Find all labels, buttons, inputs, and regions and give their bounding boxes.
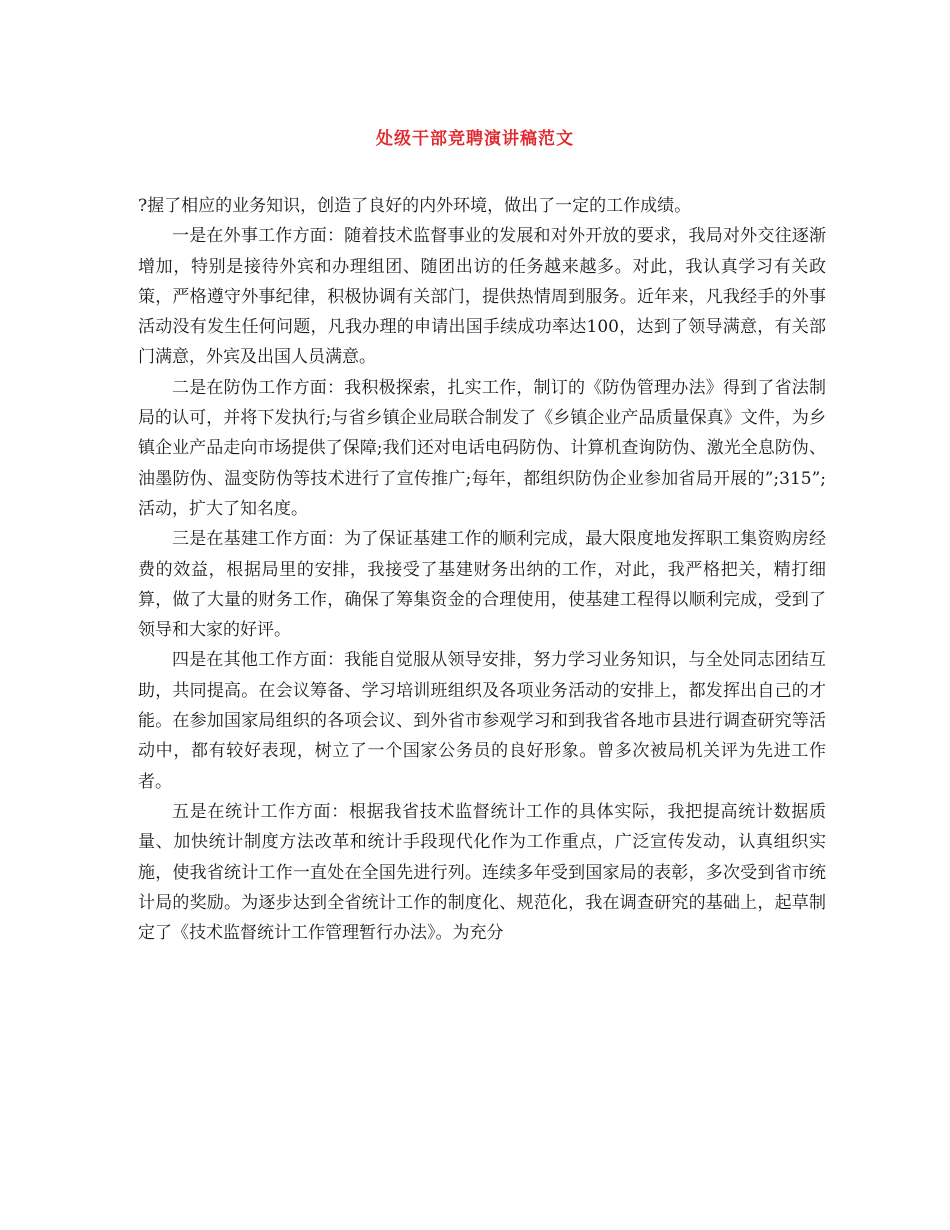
document-title: 处级干部竞聘演讲稿范文 xyxy=(376,129,574,149)
paragraph-infrastructure: 三是在基建工作方面：为了保证基建工作的顺利完成，最大限度地发挥职工集资购房经费的效益，根据局里的安排，我接受了基建财务出纳的工作，对此，我严格把关，精打细算，做了大量的财务工作，确保了筹集资金的合理使用，使基建工程得以顺利完成，受到了领导和大家的好评。 xyxy=(138,529,826,641)
paragraph-other-work: 四是在其他工作方面：我能自觉服从领导安排，努力学习业务知识，与全处同志团结互助，共同提高。在会议筹备、学习培训班组织及各项业务活动的安排上，都发挥出自己的才能。在参加国家局组织的各项会议、到外省市参观学习和到我省各地市县进行调查研究等活动中，都有较好表现，树立了一个国家公务员的良好形象。曾多次被局机关评为先进工作者。 xyxy=(138,650,826,792)
paragraph-statistics: 五是在统计工作方面：根据我省技术监督统计工作的具体实际，我把提高统计数据质量、加快统计制度方法改革和统计手段现代化作为工作重点，广泛宣传发动，认真组织实施，使我省统计工作一直处在全国先进行列。连续多年受到国家局的表彰，多次受到省市统计局的奖励。为逐步达到全省统计工作的制度化、规范化，我在调查研究的基础上，起草制定了《技术监督统计工作管理暂行办法》。为充分 xyxy=(138,801,826,944)
paragraph-anti-counterfeiting: 二是在防伪工作方面：我积极探索，扎实工作，制订的《防伪管理办法》得到了省法制局的认可，并将下发执行;与省乡镇企业局联合制发了《乡镇企业产品质量保真》文件，为乡镇企业产品走向市场提供了保障;我们还对电话电码防伪、计算机查询防伪、激光全息防伪、油墨防伪、温变防伪等技术进行了宣传推广;每年，都组织防伪企业参加省局开展的”;315”;活动，扩大了知名度。 xyxy=(138,377,826,519)
paragraph-continuation: ?握了相应的业务知识，创造了良好的内外环境，做出了一定的工作成绩。 xyxy=(138,196,692,216)
paragraph-foreign-affairs: 一是在外事工作方面：随着技术监督事业的发展和对外开放的要求，我局对外交往逐渐增加，特别是接待外宾和办理组团、随团出访的任务越来越多。对此，我认真学习有关政策，严格遵守外事纪律，积极协调有关部门，提供热情周到服务。近年来，凡我经手的外事活动没有发生任何问题，凡我办理的申请出国手续成功率达100，达到了领导满意，有关部门满意，外宾及出国人员满意。 xyxy=(138,226,826,368)
document-body xyxy=(138,191,826,948)
